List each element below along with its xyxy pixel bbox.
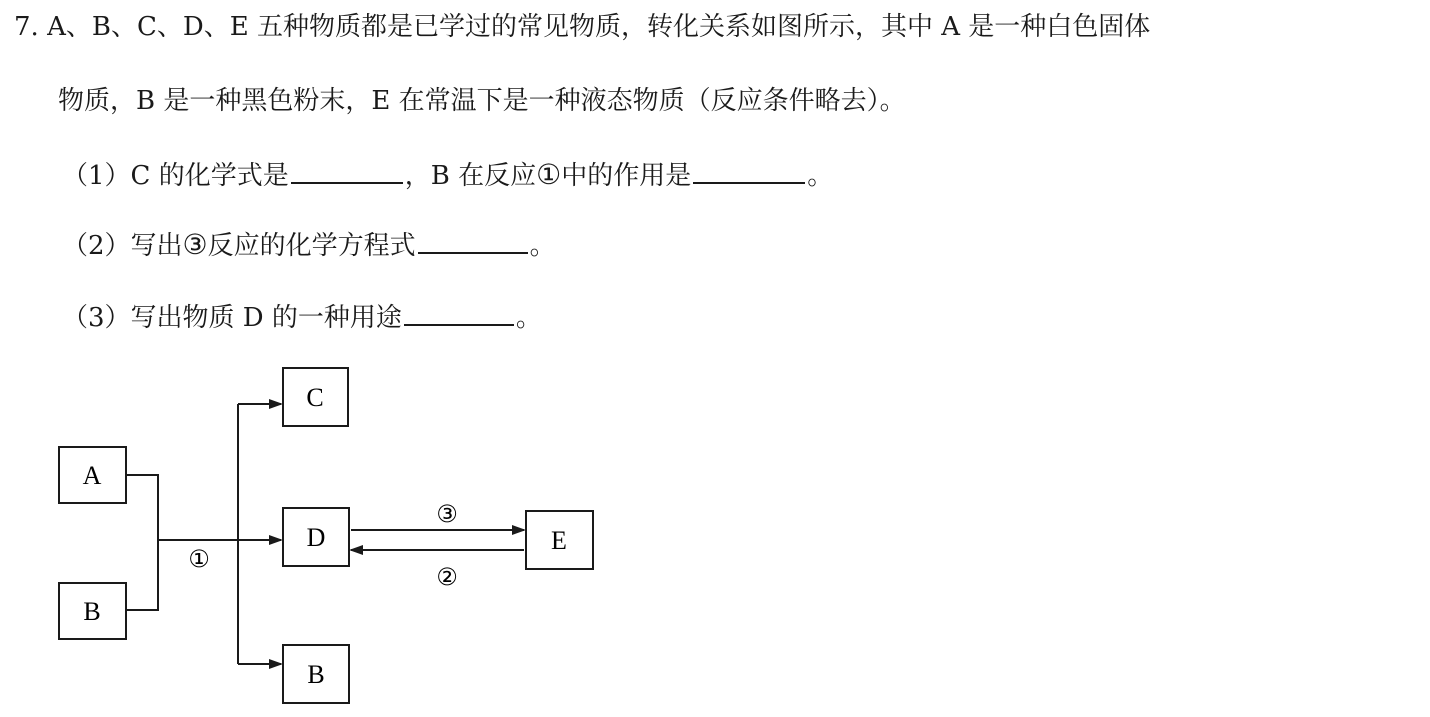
sub-question-1-end: 。 [807,161,834,191]
box-a-label: A [82,461,102,490]
sub-question-1-mid: ，B 在反应 [404,161,537,191]
box-b-left-label: B [83,597,101,626]
reactant-bracket [126,475,158,610]
box-b-bottom-label: B [307,660,325,689]
sub-question-3-end: 。 [515,303,542,333]
reaction-label-1: ① [188,545,210,573]
reaction-number-3: ③ [182,228,208,261]
question-stem-line-2: 物质，B 是一种黑色粉末，E 在常温下是一种液态物质（反应条件略去）。 [58,86,906,116]
box-c-label: C [306,383,324,412]
sub-question-1-role: 中的作用是 [561,161,692,191]
sub-question-3-prefix: （3）写出物质 D 的一种用途 [62,303,402,333]
sub-question-2-end: 。 [529,231,556,261]
reaction-label-3: ③ [436,500,458,528]
reaction-label-2: ② [436,563,458,591]
box-d-label: D [306,523,326,552]
sub-question-1-prefix: （1）C 的化学式是 [62,161,289,191]
sub-question-2-prefix: （2）写出 [62,231,183,261]
sub-question-2-text: 反应的化学方程式 [207,231,416,261]
question-stem-line-1: 7. A、B、C、D、E 五种物质都是已学过的常见物质，转化关系如图所示，其中 A 是一种白色固体 [14,12,1151,42]
box-e-label: E [551,526,567,555]
reaction-number-1: ① [536,158,562,191]
